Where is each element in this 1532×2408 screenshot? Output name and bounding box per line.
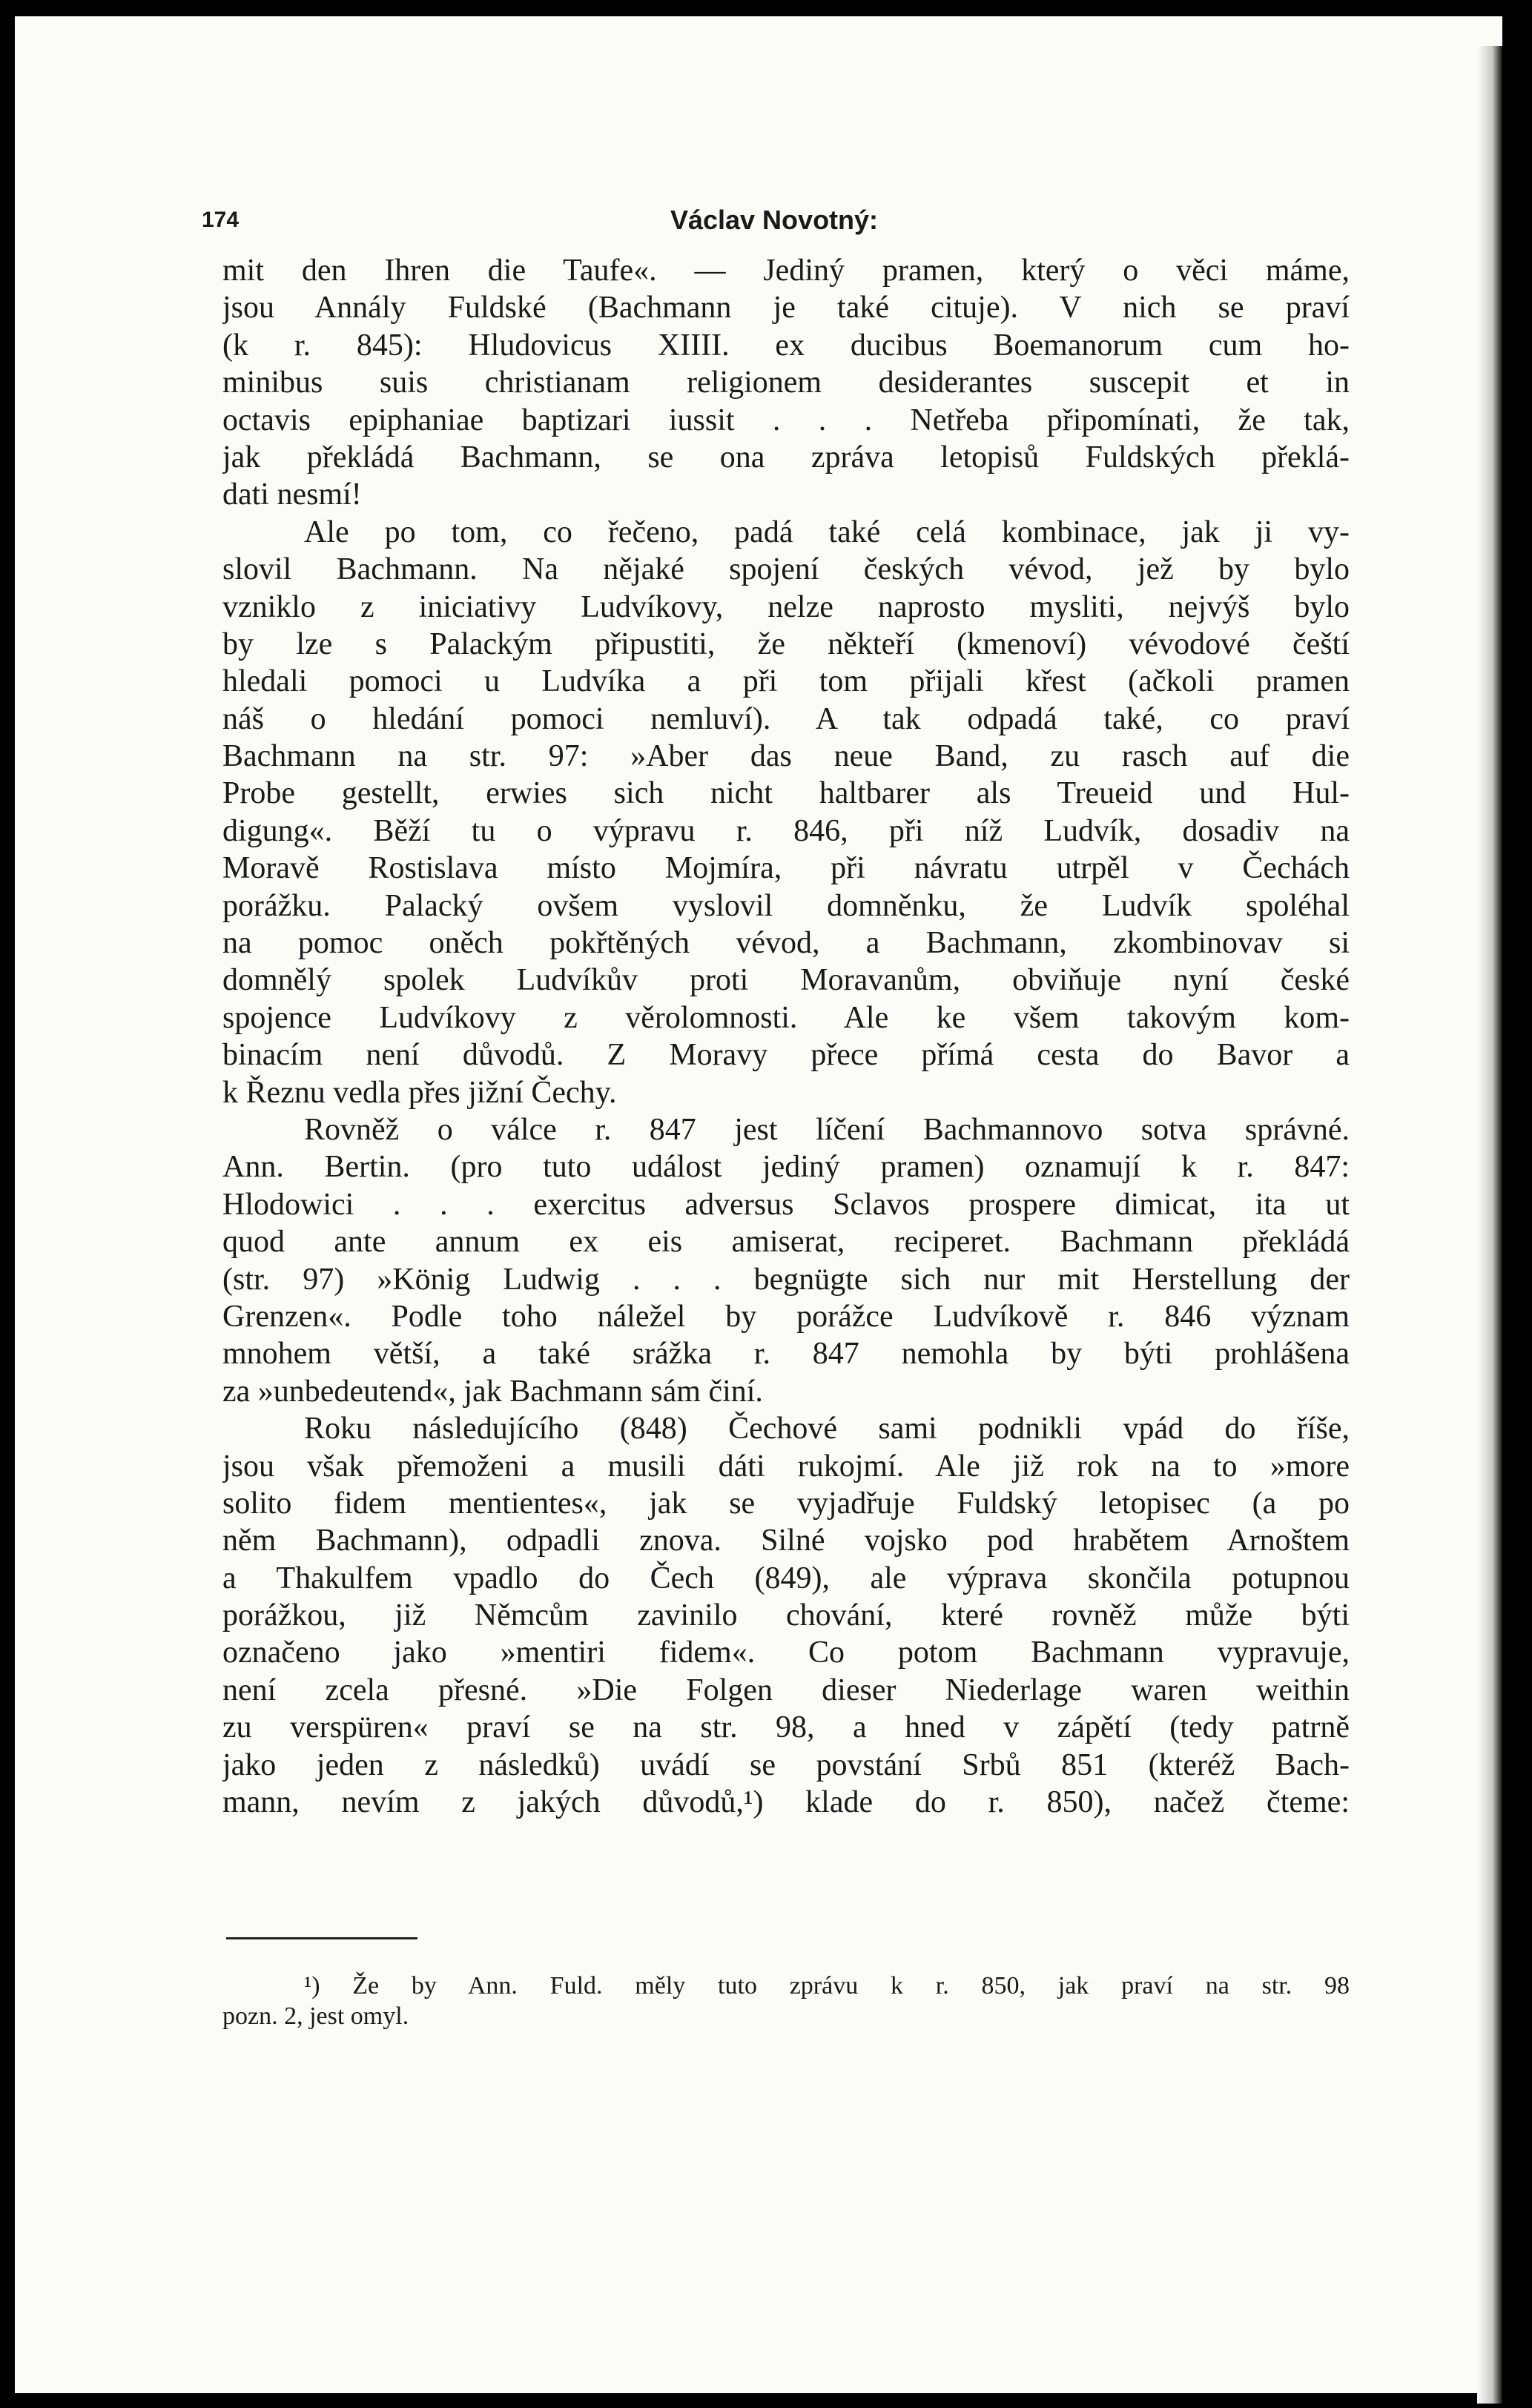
- text-line: Rovněž o válce r. 847 jest líčení Bachmannovo sotva správné.: [304, 1112, 1350, 1147]
- text-line: Bachmann na str. 97: »Aber das neue Band, zu rasch auf die: [222, 739, 1350, 774]
- text-line: Probe gestellt, erwies sich nicht haltbarer als Treueid und Hul-: [222, 776, 1350, 811]
- text-line: jako jeden z následků) uvádí se povstání Srbů 851 (kteréž Bach-: [222, 1747, 1350, 1782]
- page-header: [199, 202, 1350, 246]
- body-text: [222, 252, 1350, 1821]
- text-line: Moravě Rostislava místo Mojmíra, při návratu utrpěl v Čechách: [222, 851, 1350, 886]
- text-line: dati nesmí!: [222, 477, 362, 512]
- text-line: Ale po tom, co řečeno, padá také celá kombinace, jak ji vy-: [304, 515, 1350, 549]
- text-line: za »unbedeutend«, jak Bachmann sám činí.: [222, 1374, 763, 1409]
- text-line: zu verspüren« praví se na str. 98, a hned v zápětí (tedy patrně: [222, 1710, 1350, 1745]
- footnote-line: ¹) Že by Ann. Fuld. měly tuto zprávu k r. 850, jak praví na str. 98: [304, 1972, 1350, 2000]
- text-line: digung«. Běží tu o výpravu r. 846, při níž Ludvík, dosadiv na: [222, 813, 1350, 848]
- text-line: porážkou, již Němcům zavinilo chování, které rovněž může býti: [222, 1598, 1350, 1633]
- running-title: Václav Novotný:: [670, 205, 879, 235]
- text-line: solito fidem mentientes«, jak se vyjadřuje Fuldský letopisec (a po: [222, 1486, 1350, 1521]
- text-line: spojence Ludvíkovy z věrolomnosti. Ale ke všem takovým kom-: [222, 1000, 1350, 1035]
- text-line: slovil Bachmann. Na nějaké spojení českých vévod, jež by bylo: [222, 552, 1350, 587]
- page-edge-shadow: [1477, 46, 1502, 2404]
- text-line: Hlodowici . . . exercitus adversus Sclavos prospere dimicat, ita ut: [222, 1187, 1350, 1222]
- text-line: k Řeznu vedla přes jižní Čechy.: [222, 1075, 617, 1110]
- text-line: něm Bachmann), odpadli znova. Silné vojsko pod hrabětem Arnoštem: [222, 1524, 1350, 1558]
- text-line: binacím není důvodů. Z Moravy přece přímá cesta do Bavor a: [222, 1038, 1350, 1073]
- text-line: mann, nevím z jakých důvodů,¹) klade do r. 850), načež čteme:: [222, 1785, 1350, 1820]
- text-line: Grenzen«. Podle toho náležel by porážce Ludvíkově r. 846 význam: [222, 1299, 1350, 1334]
- text-line: domnělý spolek Ludvíkův proti Moravanům, obviňuje nyní české: [222, 963, 1350, 998]
- text-line: porážku. Palacký ovšem vyslovil domněnku, že Ludvík spoléhal: [222, 888, 1350, 923]
- text-line: jsou však přemoženi a musili dáti rukojmí. Ale již rok na to »more: [222, 1449, 1350, 1484]
- text-line: Ann. Bertin. (pro tuto událost jediný pramen) oznamují k r. 847:: [222, 1150, 1350, 1185]
- footnote-rule: [226, 1937, 417, 1939]
- text-line: octavis epiphaniae baptizari iussit . . . Netřeba připomínati, že tak,: [222, 403, 1350, 437]
- text-line: na pomoc oněch pokřtěných vévod, a Bachmann, zkombinovav si: [222, 926, 1350, 961]
- text-line: jsou Annály Fuldské (Bachmann je také cituje). V nich se praví: [222, 291, 1350, 325]
- footnote-line: pozn. 2, jest omyl.: [222, 2002, 409, 2030]
- text-line: mnohem větší, a také srážka r. 847 nemohla by býti prohlášena: [222, 1337, 1350, 1372]
- text-line: hledali pomoci u Ludvíka a při tom přijali křest (ačkoli pramen: [222, 664, 1350, 699]
- footnote: [222, 1971, 1350, 2031]
- text-line: (str. 97) »König Ludwig . . . begnügte sich nur mit Herstellung der: [222, 1262, 1350, 1297]
- text-line: vzniklo z iniciativy Ludvíkovy, nelze naprosto mysliti, nejvýš bylo: [222, 589, 1350, 624]
- text-line: mit den Ihren die Taufe«. — Jediný pramen, který o věci máme,: [222, 254, 1350, 288]
- text-line: jak překládá Bachmann, se ona zpráva letopisů Fuldských překlá-: [222, 440, 1350, 474]
- text-line: quod ante annum ex eis amiserat, reciperet. Bachmann překládá: [222, 1225, 1350, 1260]
- text-line: Roku následujícího (848) Čechové sami podnikli vpád do říše,: [304, 1412, 1350, 1446]
- text-line: označeno jako »mentiri fidem«. Co potom Bachmann vypravuje,: [222, 1635, 1350, 1670]
- text-line: minibus suis christianam religionem desiderantes suscepit et in: [222, 366, 1350, 400]
- text-line: (k r. 845): Hludovicus XIIII. ex ducibus Boemanorum cum ho-: [222, 328, 1350, 363]
- text-line: a Thakulfem vpadlo do Čech (849), ale výprava skončila potupnou: [222, 1561, 1350, 1595]
- text-line: není zcela přesné. »Die Folgen dieser Niederlage waren weithin: [222, 1673, 1350, 1707]
- text-line: náš o hledání pomoci nemluví). A tak odpadá také, co praví: [222, 701, 1350, 736]
- text-line: by lze s Palackým připustiti, že někteří (kmenoví) vévodové čeští: [222, 626, 1350, 661]
- page-number: 174: [202, 208, 240, 232]
